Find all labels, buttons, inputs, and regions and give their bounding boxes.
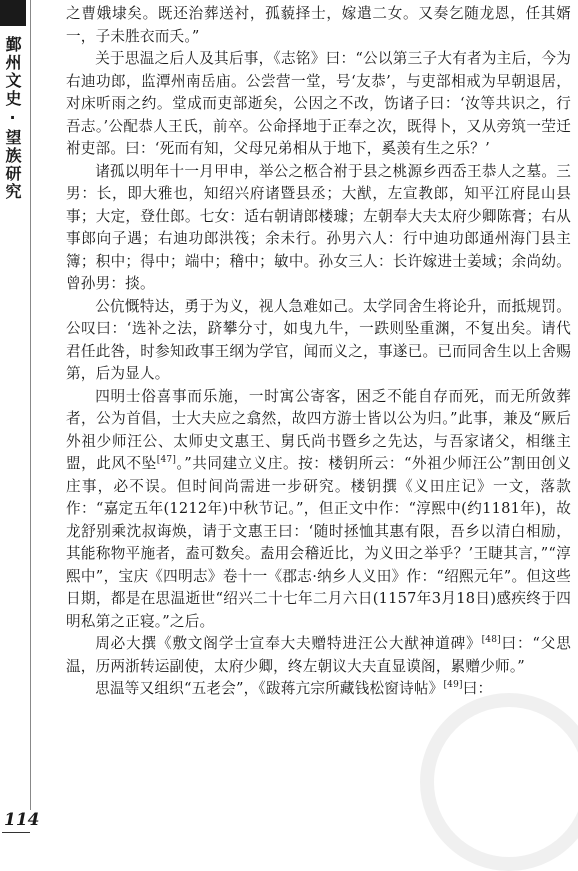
- paragraph-text-tail: 。”共同建立义庄。按：楼钥所云：“外祖少师汪公”割田创义庄事，必不误。但时间尚需进一步研究。楼钥撰《义田庄记》一文，落款作：“嘉定五年(1212年)中秋节记。”，但正文中作：“淳熙中(约1181年)，故龙舒别乘沈叔诲焕，请于文惠王曰：‘随时拯恤其惠有限，吾乡以清白相励，其能称物平施者，盍可数矣。盍用会稽近比，为义田之举乎？’王睫其言，”“淳熙中”，宝庆《四明志》卷十一《郡志·纳乡人义田》作：“绍熙元年”。但这些日期，都是在思温逝世“绍兴二十七年二月六日(1157年3月18日)感疾终于四明私第之正寝。”之后。: [66, 455, 571, 630]
- paragraph-text: 关于思温之后人及其后事，《志铭》曰：“公以第三子大有者为主后，今为右迪功郎，监潭州南岳庙。公尝营一堂，号‘友恭’，与吏部相戒为早朝退居，对床听雨之约。堂成而吏部逝矣，公因之不改，饬诸子曰：‘汝等共识之，行吾志。’公配恭人王氏，前卒。公命择地于正奉之次，既得卜，又从旁筑一茔迁祔吏部。曰：‘死而有知，父母兄弟相从于地下，奚羡有生之乐？’: [66, 50, 571, 157]
- watermark-seal: [420, 693, 578, 871]
- paragraph: [66, 633, 571, 678]
- paragraph-text: 之曹娥埭矣。既还治葬送衬，孤藐择士，嫁遣二女。又奏乞随龙恩，任其婿一，子未胜衣而夭。”: [66, 5, 571, 45]
- paragraph: [66, 48, 571, 161]
- paragraph-text: 公伉慨特达，勇于为义，视人急难如己。太学同舍生将论升，而抵规罚。公叹曰：‘选补之法，跻攀分寸，如曳九牛，一跌则坠重渊，不复出矣。请代君任此咎，时参知政事王纲为学官，闻而义之，事遂已。已而同舍生以上舍赐第，后为显人。: [66, 297, 571, 382]
- paragraph-text-tail: 曰：: [462, 680, 493, 697]
- footnote-ref: [48]: [481, 635, 501, 646]
- paragraph: [66, 296, 571, 386]
- book-series-title: 鄞州文史·望族研究: [3, 36, 22, 201]
- paragraph-text: 思温等又组织“五老会”，《跋蒋亢宗所藏钱松窗诗帖》: [95, 680, 444, 697]
- page-number: 114: [4, 810, 40, 830]
- sidebar-decorative-block: [0, 0, 26, 26]
- page-number-rule: [2, 832, 30, 833]
- paragraph-text: 诸孤以明年十一月甲申，举公之柩合祔于县之桃源乡西岙王恭人之墓。三男：长，即大雅也，知绍兴府诸暨县丞；大猷，左宣教郎，知平江府昆山县事；大定，登仕郎。七女：适右朝请郎楼璩；左朝奉大夫太府少卿陈膏；右从事郎向子遇；右迪功郎洪筏；余未行。孙男六人：行中迪功郎通州海门县主簿；积中；得中；端中；稽中；敏中。孙女三人：长许嫁进士姜域；余尚幼。曾孙男：掞。: [66, 162, 571, 292]
- paragraph: [66, 678, 571, 701]
- paragraph: [66, 386, 571, 634]
- paragraph-text-tail: 曰：“父思温，历两浙转运副使，太府少卿，终左朝议大夫直显谟阁，累赠少师。”: [66, 635, 571, 675]
- main-text: [66, 3, 571, 701]
- footnote-ref: [47]: [156, 455, 177, 466]
- paragraph: [66, 161, 571, 296]
- footnote-ref: [49]: [443, 680, 463, 691]
- sidebar-divider: [30, 0, 31, 810]
- paragraph-text: 周必大撰《敷文阁学士宣奉大夫赠特进汪公大猷神道碑》: [95, 635, 482, 652]
- paragraph: [66, 3, 571, 48]
- sidebar: [0, 0, 40, 841]
- paragraph-text: 四明士俗喜事而乐施，一时寓公寄客，困乏不能自存而死，而无所敛葬者，公为首倡，士大夫应之翕然，故四方游士皆以公为归。”此事，兼及“厥后外祖少师汪公、太师史文惠王、舅氏尚书暨乡之先达，与吾家诸父，相继主盟，此风不坠: [66, 387, 571, 472]
